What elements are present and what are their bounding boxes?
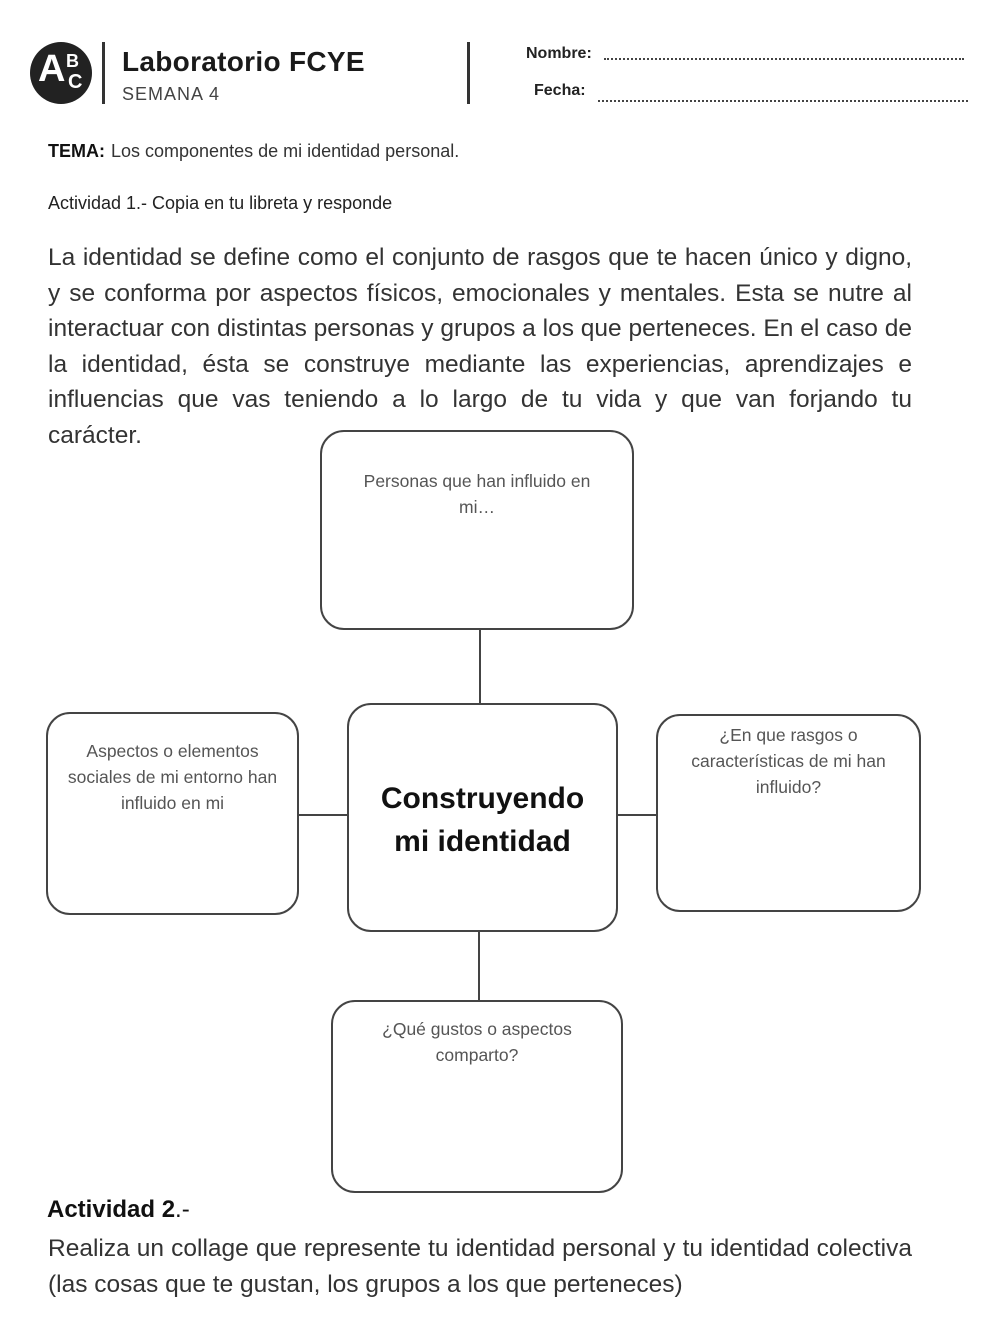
box-shared-tastes-text: ¿Qué gustos o aspectos comparto?	[382, 1019, 572, 1065]
connector-top	[479, 629, 481, 703]
logo-letter-b: B	[66, 51, 79, 71]
box-social-aspects[interactable]	[46, 712, 299, 915]
header-divider-left	[102, 42, 105, 104]
connector-bottom	[478, 931, 480, 1001]
box-traits-influenced[interactable]	[656, 714, 921, 912]
abc-logo	[30, 42, 92, 104]
connector-right	[617, 814, 657, 816]
name-field[interactable]	[604, 58, 964, 60]
name-label: Nombre:	[526, 45, 592, 62]
logo-letter-c: C	[68, 71, 83, 93]
box-traits-influenced-text: ¿En que rasgos o características de mi han influido?	[691, 725, 886, 797]
activity-1-instruction: Actividad 1.- Copia en tu libreta y responde	[48, 193, 393, 213]
center-title-line-1: Construyendo	[380, 782, 585, 815]
box-influential-people[interactable]	[320, 430, 634, 630]
activity-2-suffix: .-	[175, 1196, 190, 1223]
date-label: Fecha:	[534, 82, 586, 99]
connector-left	[298, 814, 348, 816]
activity-2-title	[47, 1196, 190, 1224]
box-shared-tastes[interactable]	[331, 1000, 623, 1193]
page-title: Laboratorio FCYE	[122, 46, 365, 77]
week-label: SEMANA 4	[122, 84, 221, 104]
activity-2-instruction: Realiza un collage que represente tu identidad personal y tu identidad colectiva (las cosas que te gustan, los grupos a los que perteneces)	[48, 1235, 912, 1298]
box-social-aspects-text: Aspectos o elementos sociales de mi entorno han influido en mi	[67, 741, 278, 813]
header-divider-right	[467, 42, 470, 104]
box-influential-people-text: Personas que han influido en mi…	[363, 471, 591, 517]
box-center-title	[347, 703, 618, 932]
topic-text: Los componentes de mi identidad personal.	[111, 141, 460, 161]
activity-2-heading: Actividad 2	[47, 1196, 176, 1223]
diagram-center-title	[349, 777, 616, 863]
topic-label: TEMA:	[48, 141, 105, 161]
topic-line	[48, 141, 459, 162]
identity-paragraph: La identidad se define como el conjunto de rasgos que te hacen único y digno, y se conforma por aspectos físicos, emocionales y mentales. Esta se nutre al interactuar con distintas personas y grupos a los que perteneces. En el caso de la identidad, ésta se construye mediante las experiencias, aprendizajes e influencias que vas teniendo a lo largo de tu vida y que van forjando tu carácter.	[48, 244, 912, 449]
date-field[interactable]	[598, 100, 968, 102]
logo-letter-a: A	[38, 48, 66, 90]
center-title-line-2: mi identidad	[394, 825, 571, 858]
